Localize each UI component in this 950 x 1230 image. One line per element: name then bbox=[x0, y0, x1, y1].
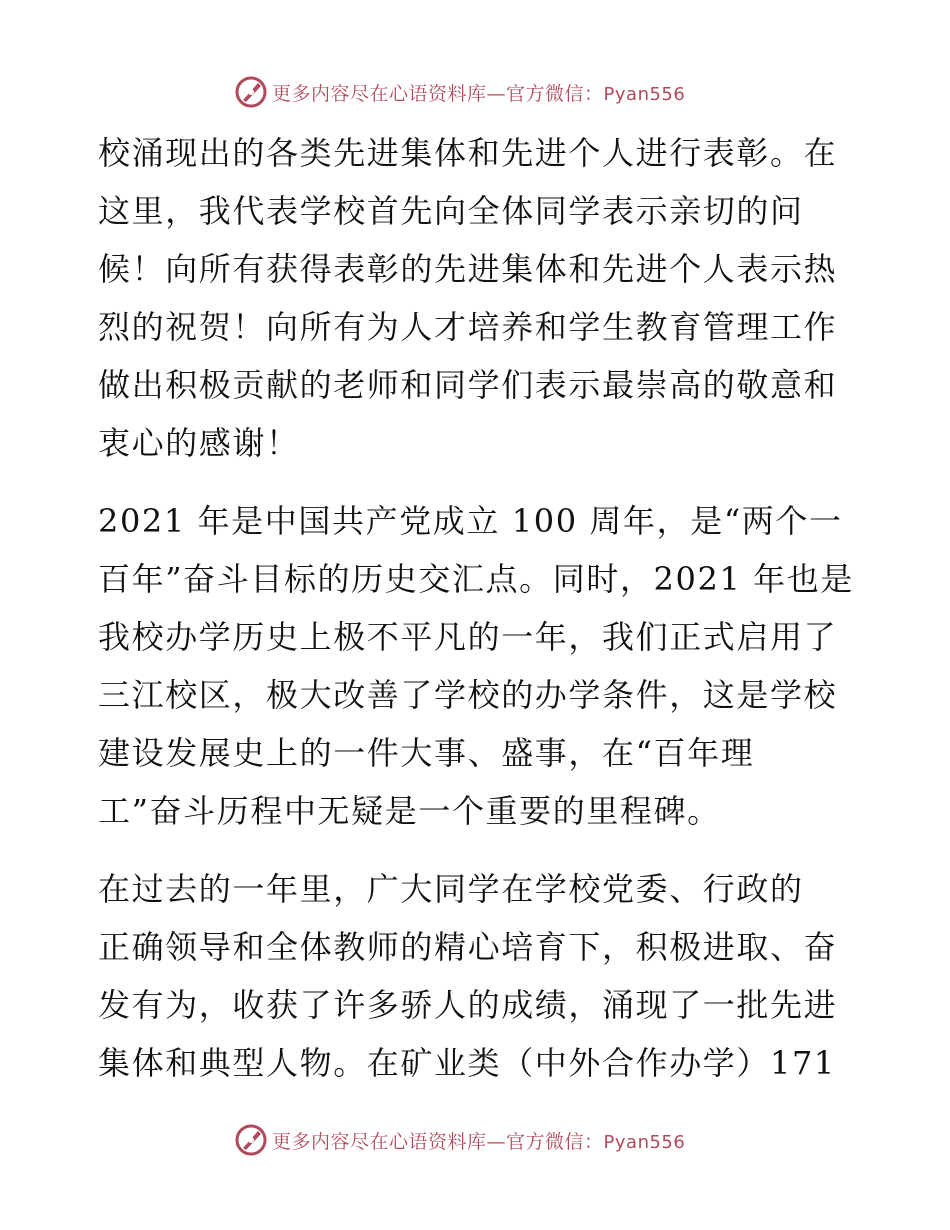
text-line: 候！向所有获得表彰的先进集体和先进个人表示热 bbox=[98, 250, 838, 288]
text-line: 2021 年是中国共产党成立 100 周年，是“两个一 bbox=[98, 502, 843, 540]
watermark-separator: — bbox=[486, 1130, 507, 1153]
text-line: 发有为，收获了许多骄人的成绩，涌现了一批先进 bbox=[98, 986, 838, 1024]
document-body bbox=[98, 124, 858, 1112]
watermark-separator: — bbox=[486, 82, 507, 105]
watermark-label: 更多内容尽在心语资料库 bbox=[272, 82, 487, 105]
text-line: 百年”奋斗目标的历史交汇点。同时，2021 年也是 bbox=[98, 560, 854, 598]
watermark-label: 更多内容尽在心语资料库 bbox=[272, 1130, 487, 1153]
header-watermark bbox=[0, 72, 950, 112]
text-line: 建设发展史上的一件大事、盛事，在“百年理 bbox=[98, 734, 755, 772]
text-line: 在过去的一年里，广大同学在学校党委、行政的 bbox=[98, 870, 804, 908]
paragraph-2 bbox=[98, 492, 858, 840]
watermark-group bbox=[234, 72, 685, 112]
watermark-account: Pyan556 bbox=[603, 83, 686, 105]
text-line: 衷心的感谢！ bbox=[98, 424, 300, 462]
quill-circle-logo-icon bbox=[234, 75, 268, 109]
text-line: 正确领导和全体教师的精心培育下，积极进取、奋 bbox=[98, 928, 838, 966]
text-line: 三江校区，极大改善了学校的办学条件，这是学校 bbox=[98, 676, 838, 714]
watermark-account: Pyan556 bbox=[603, 1131, 686, 1153]
text-line: 这里，我代表学校首先向全体同学表示亲切的问 bbox=[98, 192, 804, 230]
paragraph-3 bbox=[98, 860, 858, 1092]
watermark-wechat: 官方微信： bbox=[506, 82, 604, 105]
quill-circle-logo-icon bbox=[234, 1123, 268, 1157]
text-line: 工”奋斗历程中无疑是一个重要的里程碑。 bbox=[98, 792, 721, 830]
text-line: 校涌现出的各类先进集体和先进个人进行表彰。在 bbox=[98, 134, 838, 172]
text-line: 烈的祝贺！向所有为人才培养和学生教育管理工作 bbox=[98, 308, 838, 346]
paragraph-1 bbox=[98, 124, 858, 472]
watermark-text bbox=[272, 79, 685, 106]
watermark-wechat: 官方微信： bbox=[506, 1130, 604, 1153]
footer-watermark bbox=[0, 1120, 950, 1160]
text-line: 我校办学历史上极不平凡的一年，我们正式启用了 bbox=[98, 618, 838, 656]
text-line: 做出积极贡献的老师和同学们表示最崇高的敬意和 bbox=[98, 366, 838, 404]
watermark-text bbox=[272, 1127, 685, 1154]
text-line: 集体和典型人物。在矿业类（中外合作办学）171 bbox=[98, 1044, 836, 1082]
watermark-group bbox=[234, 1120, 685, 1160]
